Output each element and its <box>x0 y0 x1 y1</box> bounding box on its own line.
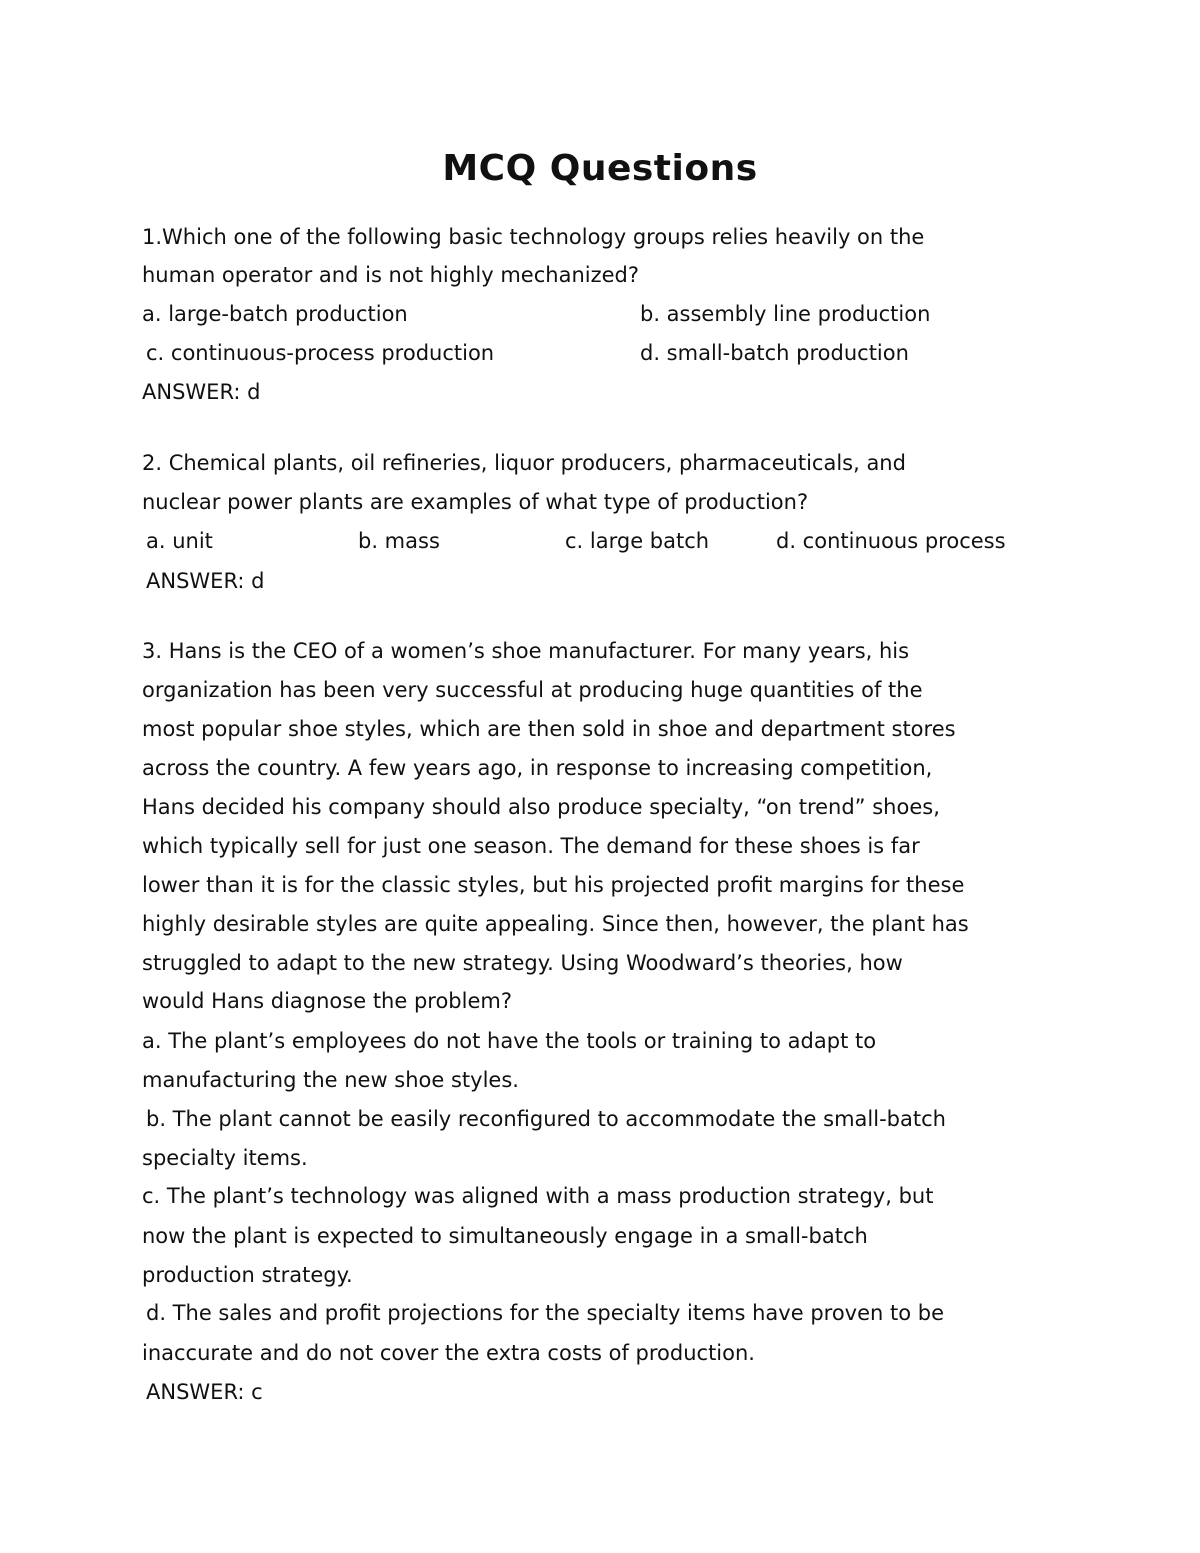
q2-stem-line-1: 2. Chemical plants, oil refineries, liquor producers, pharmaceuticals, and <box>142 451 906 475</box>
page-title: MCQ Questions <box>442 148 758 189</box>
q1-option-a: a. large-batch production <box>142 302 408 326</box>
q3-stem-line: highly desirable styles are quite appealing. Since then, however, the plant has <box>142 912 969 936</box>
q3-option-b-line: b. The plant cannot be easily reconfigured to accommodate the small-batch <box>146 1107 946 1131</box>
q3-stem-line: would Hans diagnose the problem? <box>142 989 512 1013</box>
q1-answer: ANSWER: d <box>142 380 261 404</box>
q3-answer: ANSWER: c <box>146 1380 263 1404</box>
q3-option-c-line: c. The plant’s technology was aligned with a mass production strategy, but <box>142 1184 934 1208</box>
q3-stem-line: lower than it is for the classic styles, but his projected profit margins for these <box>142 873 965 897</box>
q3-stem-line: most popular shoe styles, which are then sold in shoe and department stores <box>142 717 956 741</box>
q3-stem-line: struggled to adapt to the new strategy. Using Woodward’s theories, how <box>142 951 903 975</box>
q3-stem-line: organization has been very successful at producing huge quantities of the <box>142 678 923 702</box>
q3-option-a-line: a. The plant’s employees do not have the tools or training to adapt to <box>142 1029 877 1053</box>
q3-stem-line: Hans decided his company should also produce specialty, “on trend” shoes, <box>142 795 940 819</box>
q2-option-a: a. unit <box>146 529 213 553</box>
q3-option-c-line: now the plant is expected to simultaneously engage in a small-batch <box>142 1224 868 1248</box>
q1-stem-line-1: 1.Which one of the following basic technology groups relies heavily on the <box>142 225 925 249</box>
q1-option-c: c. continuous-process production <box>146 341 495 365</box>
q2-option-d: d. continuous process <box>776 529 1006 553</box>
q3-option-c-line: production strategy. <box>142 1263 353 1287</box>
q3-option-b-line: specialty items. <box>142 1146 308 1170</box>
q3-option-d-line: inaccurate and do not cover the extra costs of production. <box>142 1341 755 1365</box>
q3-stem-line: 3. Hans is the CEO of a women’s shoe manufacturer. For many years, his <box>142 639 910 663</box>
q2-option-b: b. mass <box>358 529 440 553</box>
q3-stem-line: which typically sell for just one season. The demand for these shoes is far <box>142 834 920 858</box>
q3-option-d-line: d. The sales and profit projections for the specialty items have proven to be <box>146 1301 945 1325</box>
q1-stem-line-2: human operator and is not highly mechanized? <box>142 263 640 287</box>
q1-option-d: d. small-batch production <box>640 341 909 365</box>
q1-option-b: b. assembly line production <box>640 302 931 326</box>
q3-stem-line: across the country. A few years ago, in response to increasing competition, <box>142 756 933 780</box>
q3-option-a-line: manufacturing the new shoe styles. <box>142 1068 519 1092</box>
q2-answer: ANSWER: d <box>146 569 265 593</box>
q2-stem-line-2: nuclear power plants are examples of what type of production? <box>142 490 809 514</box>
q2-option-c: c. large batch <box>565 529 710 553</box>
